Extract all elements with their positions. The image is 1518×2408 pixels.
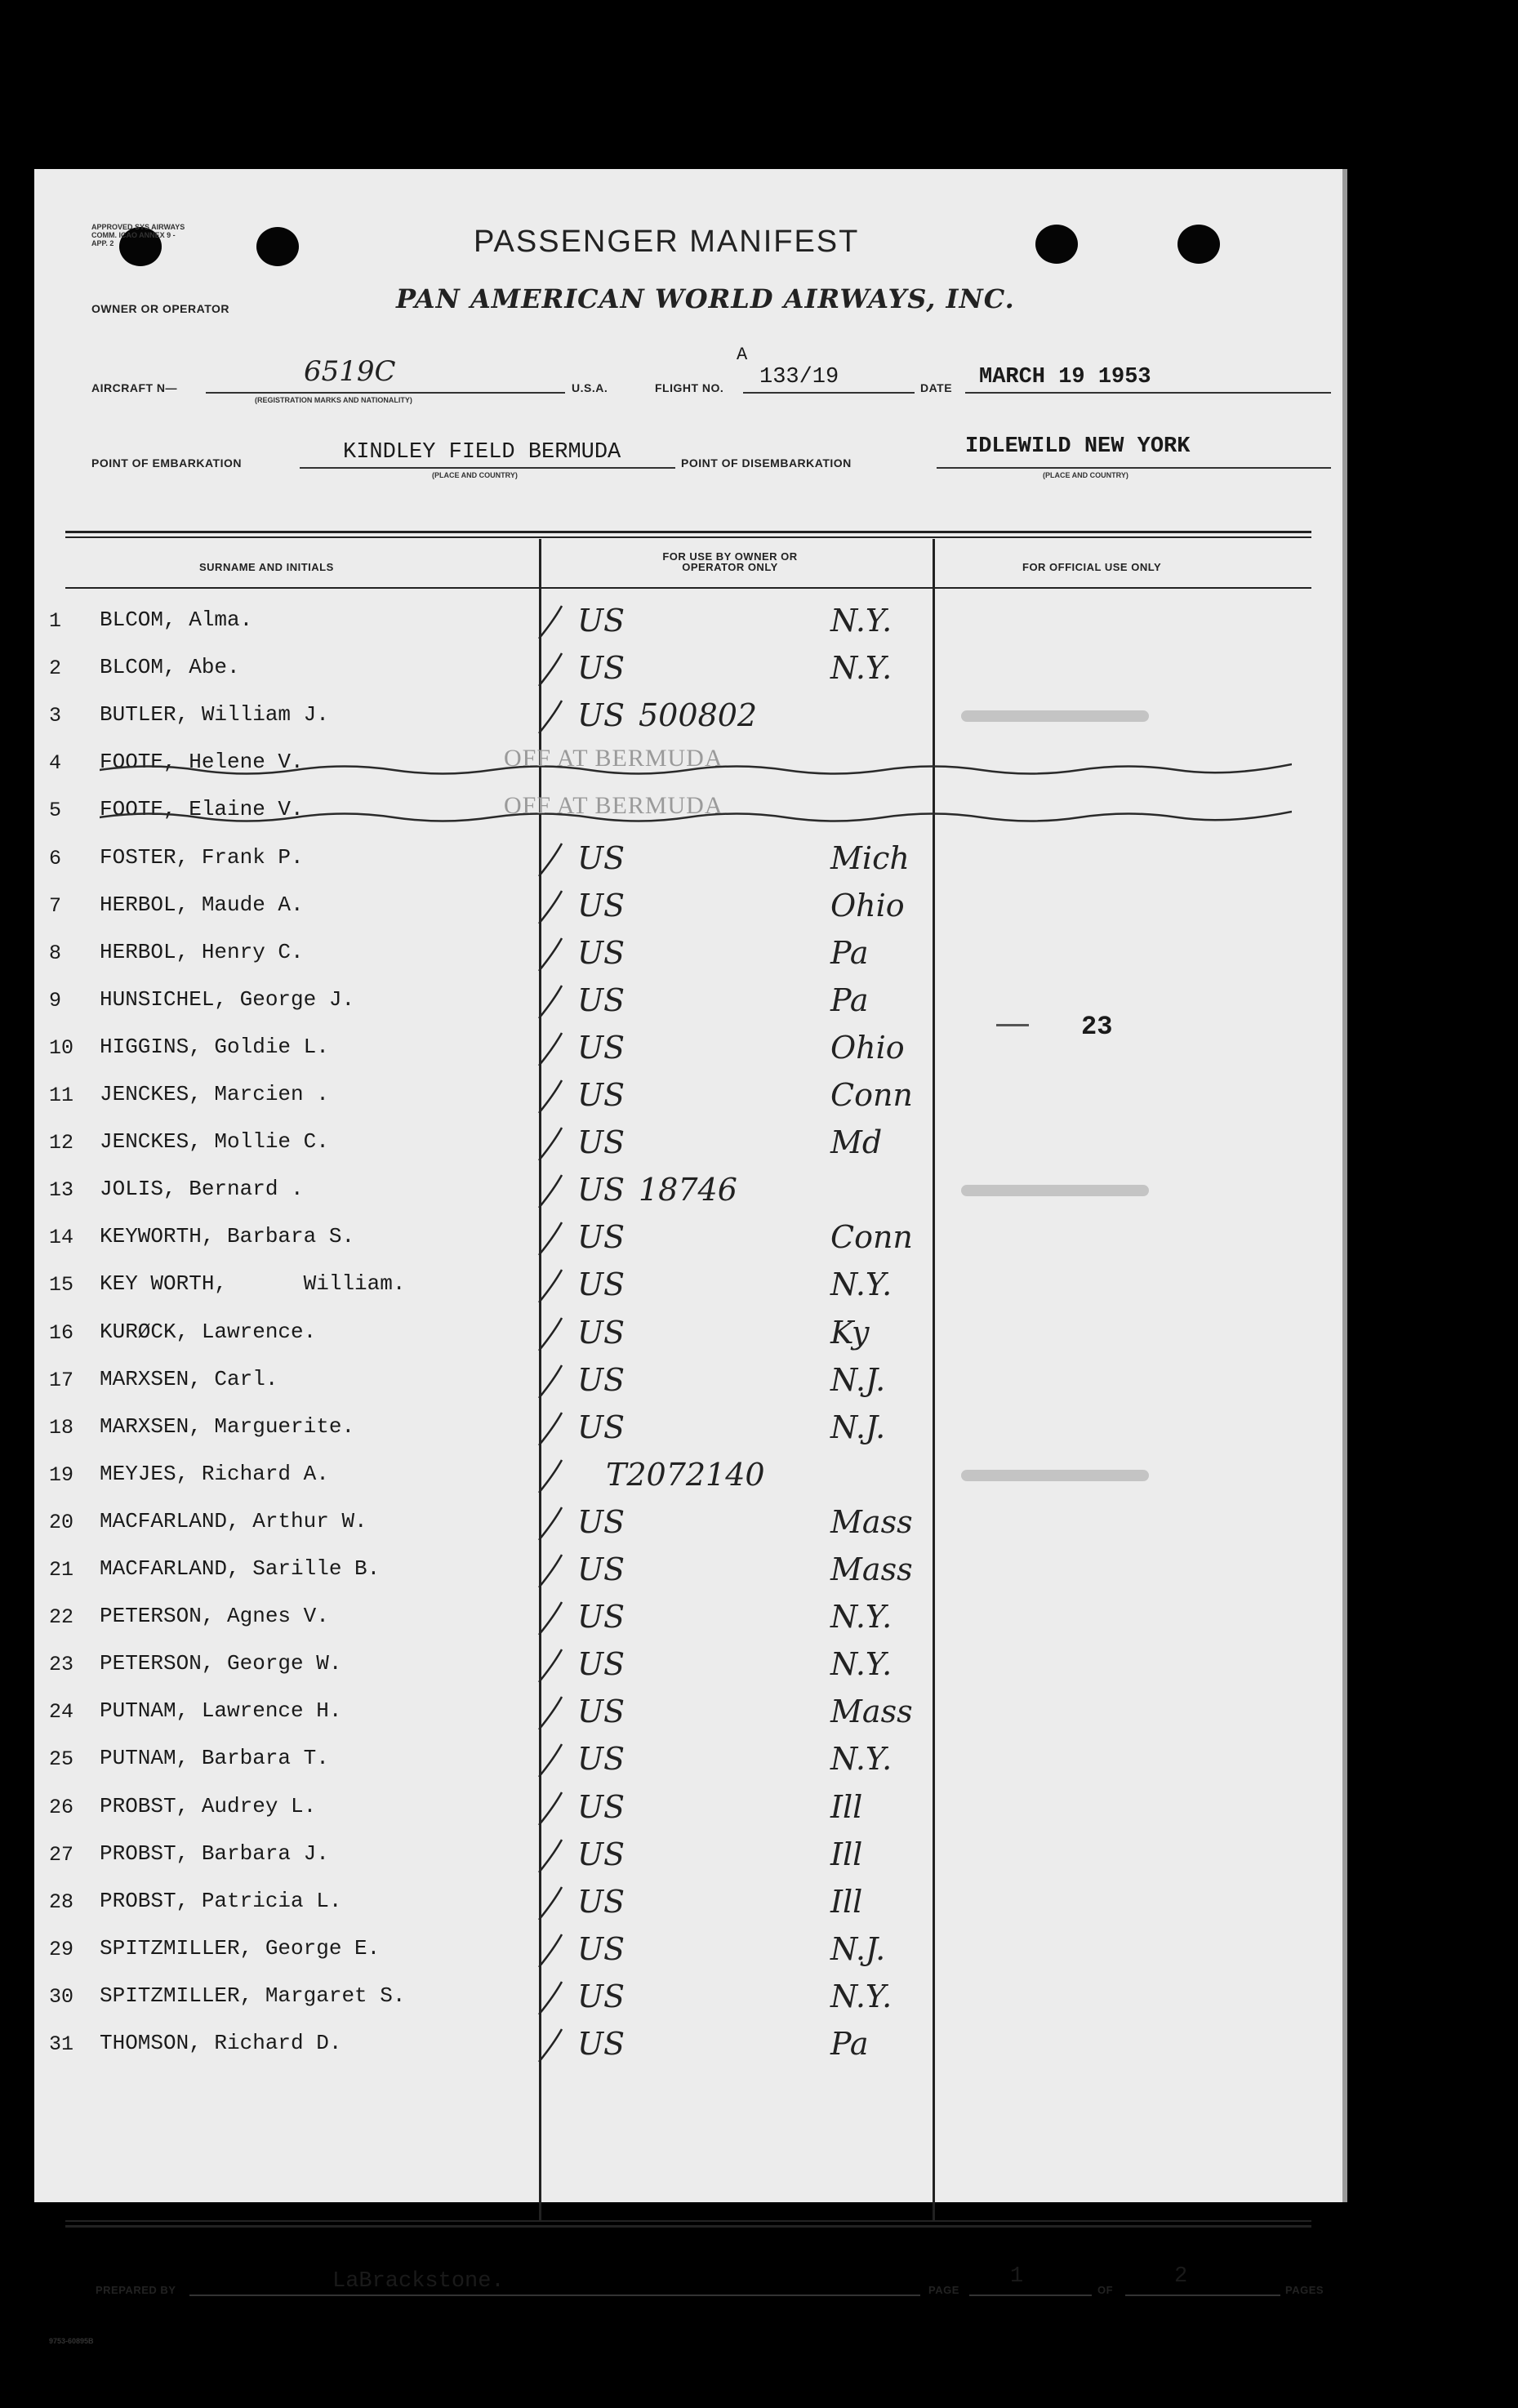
citizenship: US (577, 650, 625, 687)
row-number: 12 (49, 1131, 74, 1155)
state: Conn (830, 1219, 913, 1256)
passenger-name: MARXSEN, Marguerite. (100, 1413, 355, 1439)
embarkation-label: POINT OF EMBARKATION (91, 456, 242, 470)
table-row (34, 2023, 1347, 2070)
table-row (34, 1263, 1347, 1311)
owner-label: OWNER OR OPERATOR (91, 302, 229, 315)
total-pages: 2 (1174, 2264, 1188, 2289)
citizenship: US (577, 1883, 625, 1920)
state: Ky (830, 1314, 870, 1351)
check-mark-icon (534, 889, 567, 925)
col-header-surname: SURNAME AND INITIALS (199, 561, 334, 573)
citizenship: US (577, 603, 625, 639)
usa-label: U.S.A. (572, 381, 608, 394)
state: N.J. (830, 1361, 886, 1398)
date-label: DATE (920, 381, 953, 394)
check-mark-icon (534, 2027, 567, 2063)
off-stamp: OFF AT BERMUDA (504, 745, 723, 772)
table-row (34, 1643, 1347, 1690)
check-mark-icon (534, 1648, 567, 1684)
table-row (34, 1216, 1347, 1263)
row-number: 7 (49, 893, 62, 918)
state: Conn (830, 1077, 913, 1113)
citizenship: US (577, 1503, 625, 1540)
table-row (34, 1548, 1347, 1596)
row-number: 11 (49, 1084, 74, 1107)
disembarkation-value: IDLEWILD NEW YORK (965, 434, 1191, 459)
approval-note: APPROVED SYS AIRWAYS COMM. ICAO ANNEX 9 - APP. 2 (91, 223, 185, 247)
check-mark-icon (534, 1364, 567, 1400)
of-label: OF (1097, 2284, 1114, 2296)
row-number: 22 (49, 1605, 74, 1630)
row-number: 17 (49, 1368, 74, 1392)
check-mark-icon (534, 1031, 567, 1067)
row-number: 27 (49, 1842, 74, 1867)
row-number: 21 (49, 1558, 74, 1582)
check-mark-icon (534, 937, 567, 973)
row-number: 13 (49, 1178, 74, 1203)
check-mark-icon (534, 1695, 567, 1731)
check-mark-icon (534, 1173, 567, 1209)
state: Ill (830, 1836, 863, 1872)
citizenship: US (577, 1266, 625, 1303)
table-row (34, 1690, 1347, 1738)
place-caption: (PLACE AND COUNTRY) (432, 471, 518, 479)
check-mark-icon (534, 1126, 567, 1162)
erased-mark (961, 1470, 1149, 1481)
table-row (34, 979, 1347, 1026)
embarkation-value: KINDLEY FIELD BERMUDA (343, 440, 621, 465)
passenger-name: JENCKES, Marcien . (100, 1082, 329, 1106)
date-value: MARCH 19 1953 (979, 365, 1151, 389)
passenger-name: PETERSON, Agnes V. (100, 1604, 329, 1629)
table-row (34, 1975, 1347, 2023)
check-mark-icon (534, 1458, 567, 1494)
passenger-name: MACFARLAND, Sarille B. (100, 1556, 381, 1581)
row-number: 23 (49, 1653, 74, 1677)
row-number: 24 (49, 1700, 74, 1725)
passenger-name: FOOTE, Elaine V. (100, 797, 304, 822)
state: Ohio (830, 887, 905, 924)
airline-name: PAN AMERICAN WORLD AIRWAYS, INC. (396, 283, 1015, 314)
citizenship: US (577, 1646, 625, 1683)
check-mark-icon (534, 1221, 567, 1257)
citizenship: US (577, 1551, 625, 1587)
state: Mass (830, 1694, 913, 1730)
aircraft-label: AIRCRAFT N— (91, 381, 178, 394)
row-number: 31 (49, 2032, 74, 2056)
passenger-name: MARXSEN, Carl. (100, 1366, 278, 1391)
row-number: 26 (49, 1795, 74, 1819)
citizenship: US (577, 1314, 625, 1351)
row-number: 9 (49, 988, 62, 1013)
state: N.J. (830, 1409, 886, 1445)
check-mark-icon (534, 1743, 567, 1778)
citizenship: US (577, 887, 625, 924)
table-row (34, 1121, 1347, 1168)
passenger-name: HIGGINS, Goldie L. (100, 1034, 329, 1059)
pages-label: PAGES (1285, 2284, 1324, 2296)
table-row (34, 647, 1347, 694)
citizenship: US (577, 1978, 625, 2014)
row-number: 10 (49, 1035, 74, 1060)
passenger-name: KEYWORTH, Barbara S. (100, 1224, 355, 1249)
citizenship: US (577, 1788, 625, 1825)
citizenship: US (577, 697, 625, 734)
citizenship: US (577, 1361, 625, 1398)
table-row (34, 1596, 1347, 1643)
row-number: 4 (49, 751, 62, 776)
punch-hole (1177, 225, 1220, 264)
check-mark-icon (534, 1933, 567, 1969)
table-row (34, 1359, 1347, 1406)
row-number: 20 (49, 1510, 74, 1534)
check-mark-icon (534, 1506, 567, 1542)
check-mark-icon (534, 1268, 567, 1304)
off-stamp: OFF AT BERMUDA (504, 792, 723, 820)
check-mark-icon (534, 1079, 567, 1115)
prepared-value: LaBrackstone. (332, 2269, 505, 2294)
row-number: 19 (49, 1462, 74, 1487)
citizenship: US (577, 1029, 625, 1066)
citizenship: US (577, 1172, 625, 1208)
table-row (34, 1453, 1347, 1501)
state: Md (830, 1124, 883, 1161)
passenger-name: HERBOL, Maude A. (100, 892, 304, 917)
citizenship: US (577, 1836, 625, 1872)
table-row (34, 1738, 1347, 1785)
check-mark-icon (534, 1838, 567, 1874)
check-mark-icon (534, 1980, 567, 2016)
check-mark-icon (534, 699, 567, 735)
row-number: 2 (49, 657, 62, 681)
check-mark-icon (534, 1600, 567, 1636)
citizenship: US (577, 1077, 625, 1113)
col-header-official: FOR OFFICIAL USE ONLY (1022, 561, 1162, 573)
state: Mass (830, 1551, 913, 1587)
check-mark-icon (534, 1411, 567, 1447)
passenger-name: JOLIS, Bernard . (100, 1177, 304, 1202)
state: N.Y. (830, 603, 893, 639)
table-row (34, 1168, 1347, 1216)
passenger-name: SPITZMILLER, George E. (100, 1935, 381, 1961)
row-number: 8 (49, 941, 62, 965)
punch-hole (256, 227, 299, 266)
state: N.Y. (830, 1599, 893, 1636)
flight-number: 133/19 (759, 365, 839, 389)
passenger-name: HUNSICHEL, George J. (100, 986, 355, 1012)
punch-hole (1035, 225, 1078, 264)
table-row (34, 932, 1347, 979)
state: N.Y. (830, 1978, 893, 2014)
form-code: 9753-60895B (49, 2337, 94, 2345)
citizenship: US (577, 1409, 625, 1445)
row-number: 29 (49, 1937, 74, 1961)
citizenship: US (577, 1741, 625, 1778)
row-number: 28 (49, 1889, 74, 1914)
passenger-name: PROBST, Audrey L. (100, 1793, 317, 1818)
passenger-name: BLCOM, Abe. (100, 655, 240, 680)
table-row (34, 1311, 1347, 1359)
passenger-name: KURØCK, Lawrence. (100, 1319, 317, 1344)
table-row (34, 1501, 1347, 1548)
citizenship: US (577, 1930, 625, 1967)
passenger-name: HERBOL, Henry C. (100, 939, 304, 964)
row-number: 5 (49, 799, 62, 823)
row-number: 18 (49, 1415, 74, 1440)
row-number: 6 (49, 846, 62, 870)
state: Ohio (830, 1029, 905, 1066)
check-mark-icon (534, 604, 567, 640)
passenger-name: MEYJES, Richard A. (100, 1461, 329, 1486)
state: N.Y. (830, 1266, 893, 1303)
page-label: PAGE (928, 2284, 959, 2296)
document-number: 500802 (639, 697, 758, 734)
official-count: 23 (1081, 1012, 1113, 1042)
check-mark-icon (534, 652, 567, 688)
state: N.Y. (830, 1741, 893, 1778)
citizenship: US (577, 981, 625, 1018)
table-row (34, 1881, 1347, 1928)
passenger-name: FOOTE, Helene V. (100, 750, 304, 775)
check-mark-icon (534, 1885, 567, 1921)
passenger-name: PROBST, Patricia L. (100, 1888, 342, 1913)
col-header-owner: FOR USE BY OWNER OR OPERATOR ONLY (662, 550, 798, 573)
check-mark-icon (534, 984, 567, 1020)
passenger-name: THOMSON, Richard D. (100, 2031, 342, 2055)
table-row (34, 741, 1347, 789)
aircraft-value: 6519C (304, 355, 396, 388)
citizenship: US (577, 1599, 625, 1636)
passenger-name: FOSTER, Frank P. (100, 844, 304, 870)
table-row (34, 1026, 1347, 1074)
state: N.Y. (830, 1646, 893, 1683)
passenger-name: BLCOM, Alma. (100, 608, 253, 632)
disembarkation-label: POINT OF DISEMBARKATION (681, 456, 852, 470)
passenger-name: PUTNAM, Lawrence H. (100, 1698, 342, 1724)
table-row (34, 884, 1347, 932)
passenger-name: PUTNAM, Barbara T. (100, 1746, 329, 1771)
citizenship: US (577, 934, 625, 971)
row-number: 14 (49, 1226, 74, 1250)
flight-label: FLIGHT NO. (655, 381, 724, 394)
table-row (34, 1786, 1347, 1833)
passenger-name: KEY WORTH, William. (100, 1271, 406, 1297)
row-number: 30 (49, 1984, 74, 2009)
passenger-name: PETERSON, George W. (100, 1651, 342, 1676)
place-caption: (PLACE AND COUNTRY) (1043, 471, 1128, 479)
citizenship: US (577, 2026, 625, 2062)
row-number: 25 (49, 1747, 74, 1772)
row-number: 1 (49, 609, 62, 633)
table-row (34, 1928, 1347, 1975)
table-row (34, 694, 1347, 741)
table-row (34, 789, 1347, 836)
table-row (34, 837, 1347, 884)
table-row (34, 1833, 1347, 1881)
row-number: 16 (49, 1320, 74, 1345)
check-mark-icon (534, 1791, 567, 1827)
passenger-name: JENCKES, Mollie C. (100, 1129, 329, 1155)
erased-mark (961, 710, 1149, 722)
state: Pa (830, 2026, 869, 2062)
row-number: 3 (49, 704, 62, 728)
state: Mich (830, 839, 910, 876)
registration-caption: (REGISTRATION MARKS AND NATIONALITY) (255, 396, 412, 404)
check-mark-icon (534, 1553, 567, 1589)
document-number: T2072140 (606, 1456, 765, 1493)
citizenship: US (577, 839, 625, 876)
table-row (34, 1074, 1347, 1121)
page-title: PASSENGER MANIFEST (474, 225, 860, 259)
state: Mass (830, 1503, 913, 1540)
erased-mark (961, 1185, 1149, 1196)
citizenship: US (577, 1124, 625, 1161)
check-mark-icon (534, 1316, 567, 1352)
table-row (34, 1406, 1347, 1453)
state: Ill (830, 1883, 863, 1920)
manifest-page (34, 169, 1347, 2345)
passenger-name: SPITZMILLER, Margaret S. (100, 1983, 406, 2008)
document-number: 18746 (639, 1172, 737, 1208)
passenger-name: PROBST, Barbara J. (100, 1840, 329, 1866)
state: Pa (830, 981, 869, 1018)
table-row (34, 599, 1347, 647)
row-number: 15 (49, 1273, 74, 1297)
state: N.J. (830, 1930, 886, 1967)
page-number: 1 (1010, 2264, 1024, 2289)
flight-prefix: A (737, 345, 748, 365)
state: Ill (830, 1788, 863, 1825)
state: Pa (830, 934, 869, 971)
citizenship: US (577, 1694, 625, 1730)
citizenship: US (577, 1219, 625, 1256)
passenger-name: BUTLER, William J. (100, 702, 329, 728)
check-mark-icon (534, 842, 567, 878)
prepared-label: PREPARED BY (96, 2284, 176, 2296)
state: N.Y. (830, 650, 893, 687)
passenger-name: MACFARLAND, Arthur W. (100, 1508, 367, 1533)
